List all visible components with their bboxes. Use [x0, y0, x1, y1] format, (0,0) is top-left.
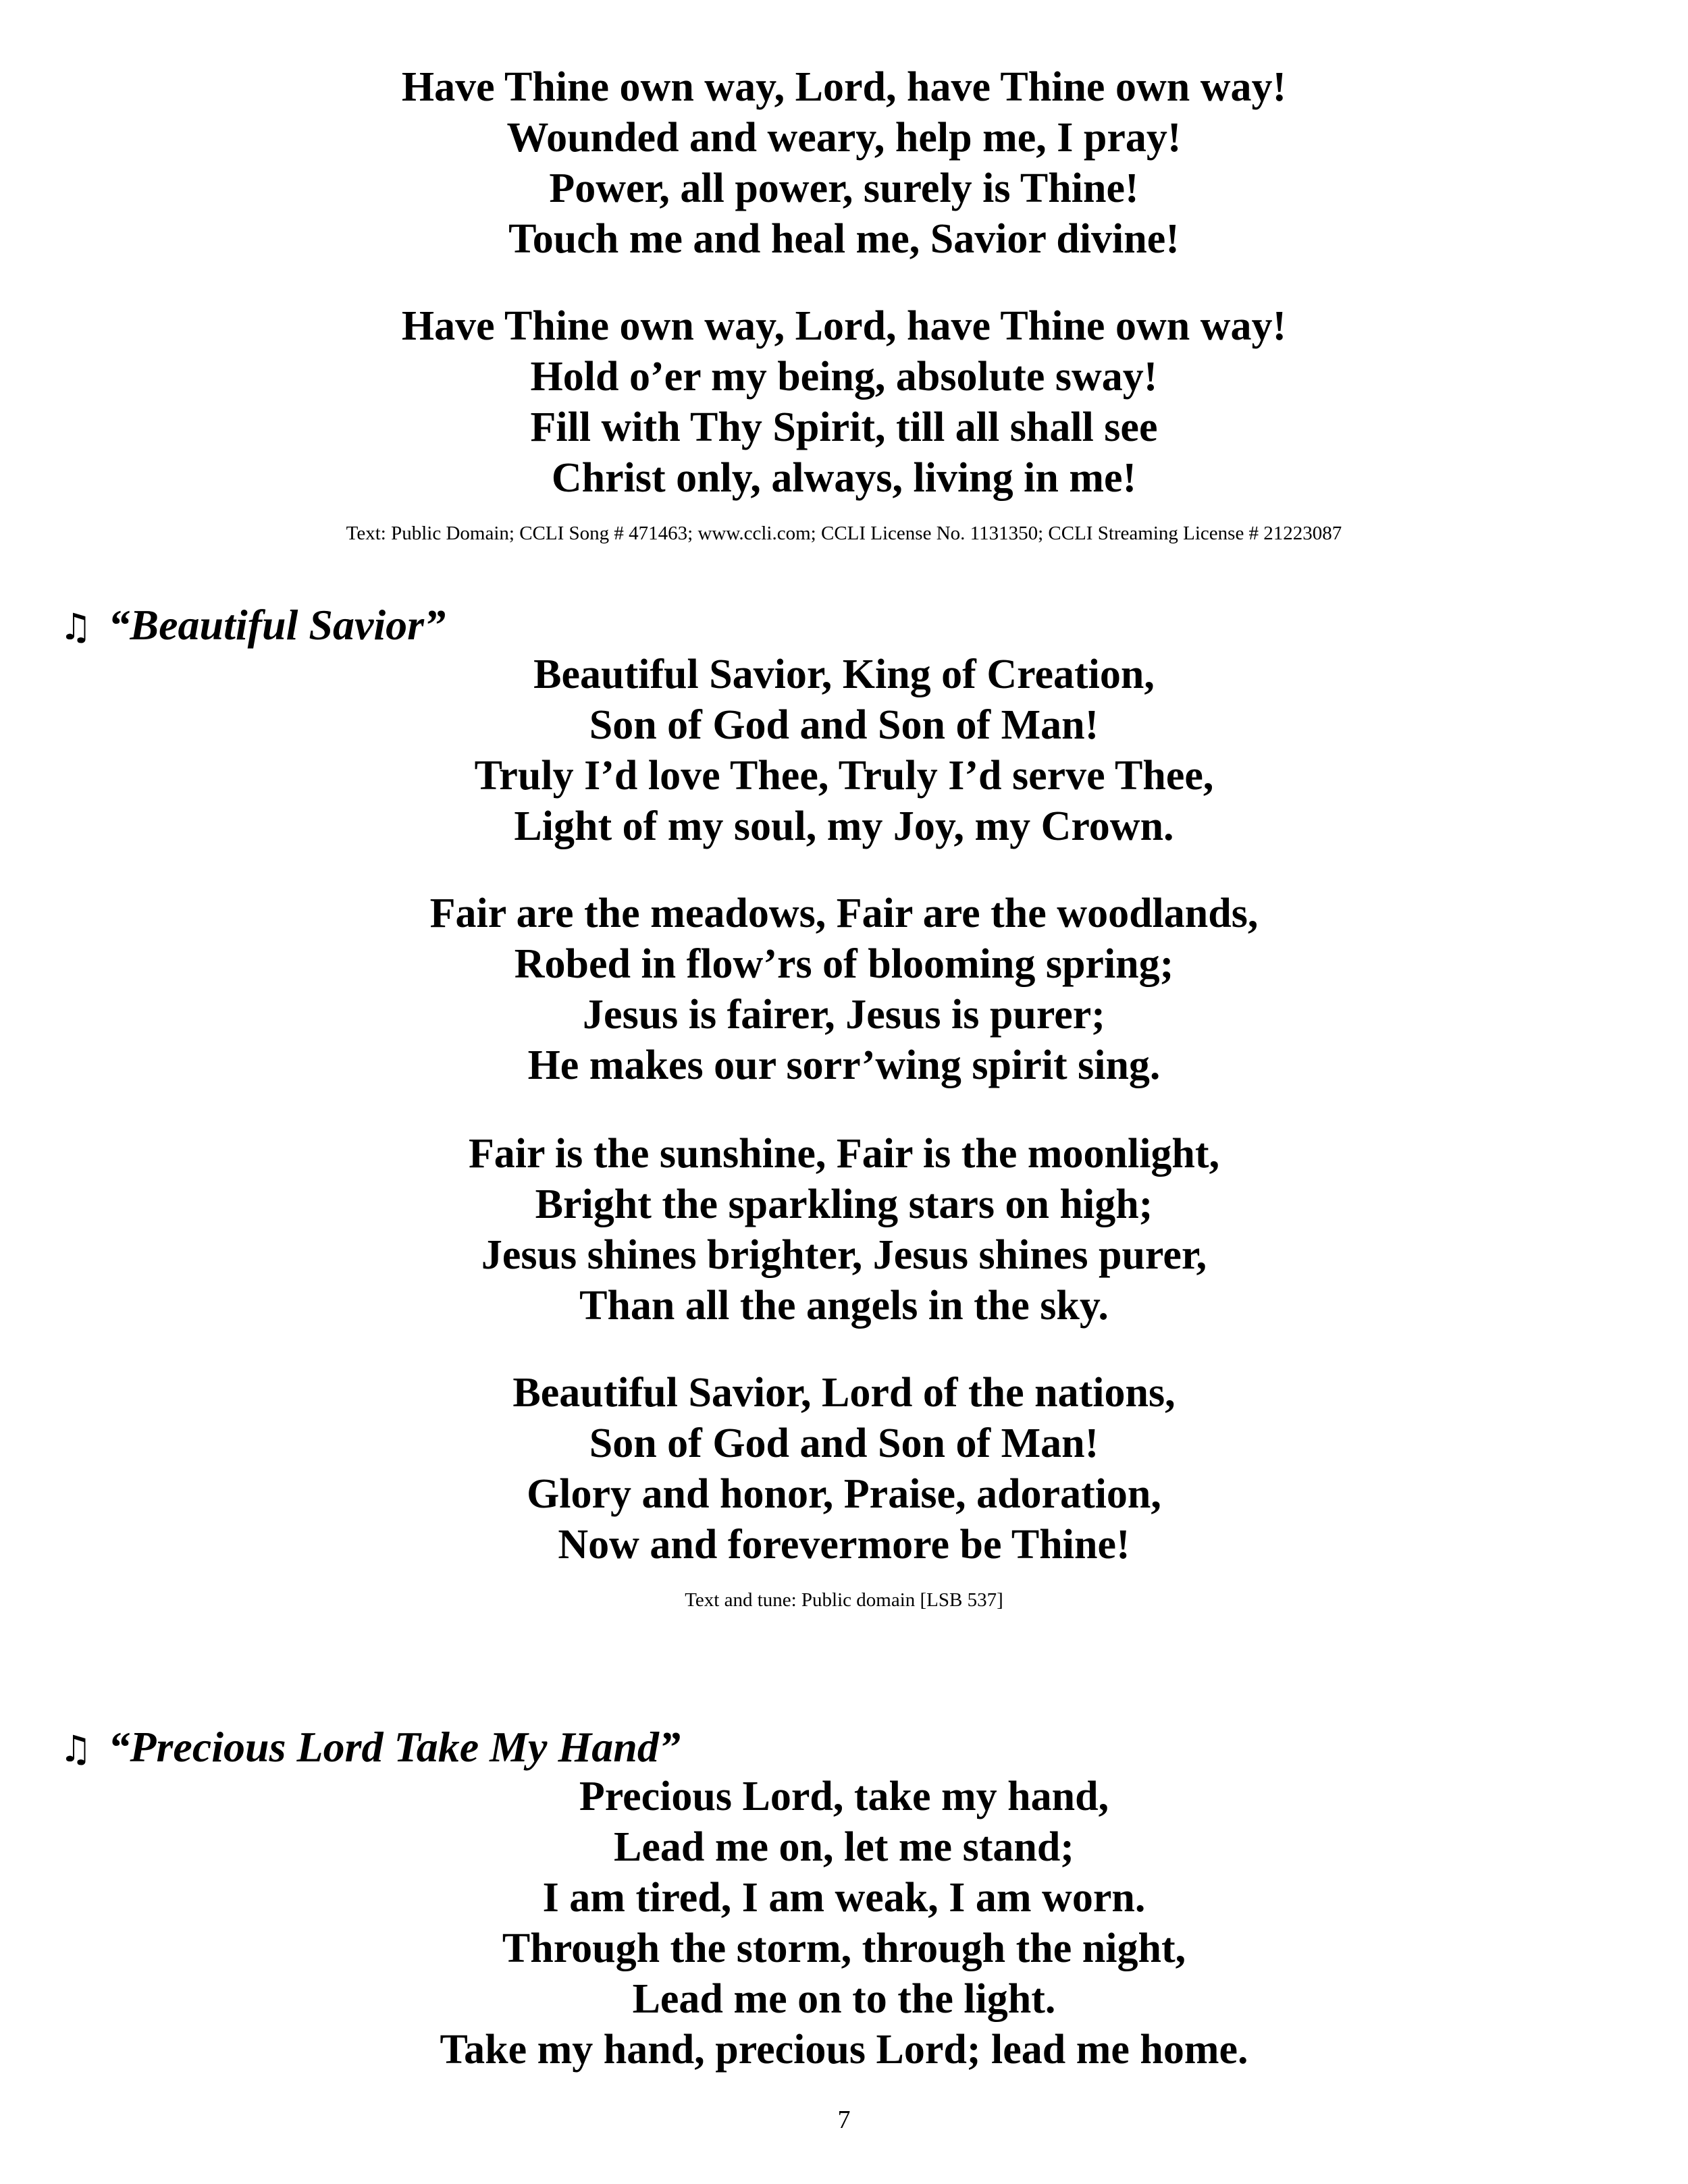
lyric-line: Light of my soul, my Joy, my Crown.	[514, 803, 1174, 849]
lyric-line: He makes our sorr’wing spirit sing.	[527, 1042, 1161, 1088]
lyric-line: Fill with Thy Spirit, till all shall see	[530, 404, 1158, 450]
lyric-line: Fair are the meadows, Fair are the woodlands,	[429, 890, 1259, 936]
lyric-line: Have Thine own way, Lord, have Thine own way!	[401, 303, 1287, 349]
lyric-line: Son of God and Son of Man!	[589, 702, 1099, 748]
song-3-heading	[59, 1720, 681, 1776]
song-2-stanza-2	[0, 888, 1688, 1091]
music-note-icon: ♫	[59, 1728, 93, 1770]
lyric-line: Have Thine own way, Lord, have Thine own way!	[401, 64, 1287, 110]
lyric-line: Truly I’d love Thee, Truly I’d serve Thee,	[474, 753, 1214, 799]
song-1-stanza-2	[0, 301, 1688, 504]
lyric-line: Now and forevermore be Thine!	[558, 1522, 1130, 1568]
lyric-line: Fair is the sunshine, Fair is the moonlight,	[468, 1131, 1220, 1177]
lyric-line: Lead me on to the light.	[632, 1976, 1056, 2022]
lyric-line: I am tired, I am weak, I am worn.	[542, 1875, 1146, 1921]
lyric-line: Touch me and heal me, Savior divine!	[508, 216, 1180, 262]
lyric-line: Christ only, always, living in me!	[551, 455, 1137, 501]
lyric-line: Precious Lord, take my hand,	[579, 1774, 1109, 1819]
song-2-credit: Text and tune: Public domain [LSB 537]	[685, 1589, 1003, 1611]
lyric-line: Jesus is fairer, Jesus is purer;	[583, 992, 1105, 1038]
page-number: 7	[837, 2106, 851, 2134]
lyric-line: Bright the sparkling stars on high;	[535, 1181, 1153, 1227]
lyric-line: Beautiful Savior, King of Creation,	[533, 651, 1155, 697]
lyric-line: Take my hand, precious Lord; lead me home.	[440, 2027, 1248, 2073]
lyric-line: Lead me on, let me stand;	[614, 1824, 1074, 1870]
song-2-heading	[59, 598, 446, 654]
lyric-line: Power, all power, surely is Thine!	[549, 165, 1139, 211]
music-note-icon: ♫	[59, 606, 93, 648]
song-1-credit: Text: Public Domain; CCLI Song # 471463; www.ccli.com; CCLI License No. 1131350; CCLI Streaming License # 21223087	[346, 523, 1342, 544]
lyric-line: Beautiful Savior, Lord of the nations,	[512, 1370, 1176, 1416]
song-2-stanza-3	[0, 1129, 1688, 1331]
song-2-stanza-4	[0, 1368, 1688, 1570]
lyric-line: Wounded and weary, help me, I pray!	[506, 115, 1182, 161]
lyric-line: Than all the angels in the sky.	[579, 1283, 1109, 1329]
lyric-line: Glory and honor, Praise, adoration,	[527, 1471, 1161, 1517]
lyric-line: Hold o’er my being, absolute sway!	[530, 354, 1158, 400]
lyric-line: Through the storm, through the night,	[502, 1925, 1186, 1971]
lyric-line: Son of God and Son of Man!	[589, 1420, 1099, 1466]
song-2-stanza-1	[0, 649, 1688, 852]
lyric-line: Jesus shines brighter, Jesus shines purer,	[481, 1232, 1207, 1278]
song-1-stanza-1	[0, 62, 1688, 265]
lyric-line: Robed in flow’rs of blooming spring;	[514, 941, 1174, 987]
song-3-title: “Precious Lord Take My Hand”	[108, 1723, 681, 1771]
song-2-title: “Beautiful Savior”	[108, 601, 446, 649]
song-3-stanza-1	[0, 1772, 1688, 2075]
